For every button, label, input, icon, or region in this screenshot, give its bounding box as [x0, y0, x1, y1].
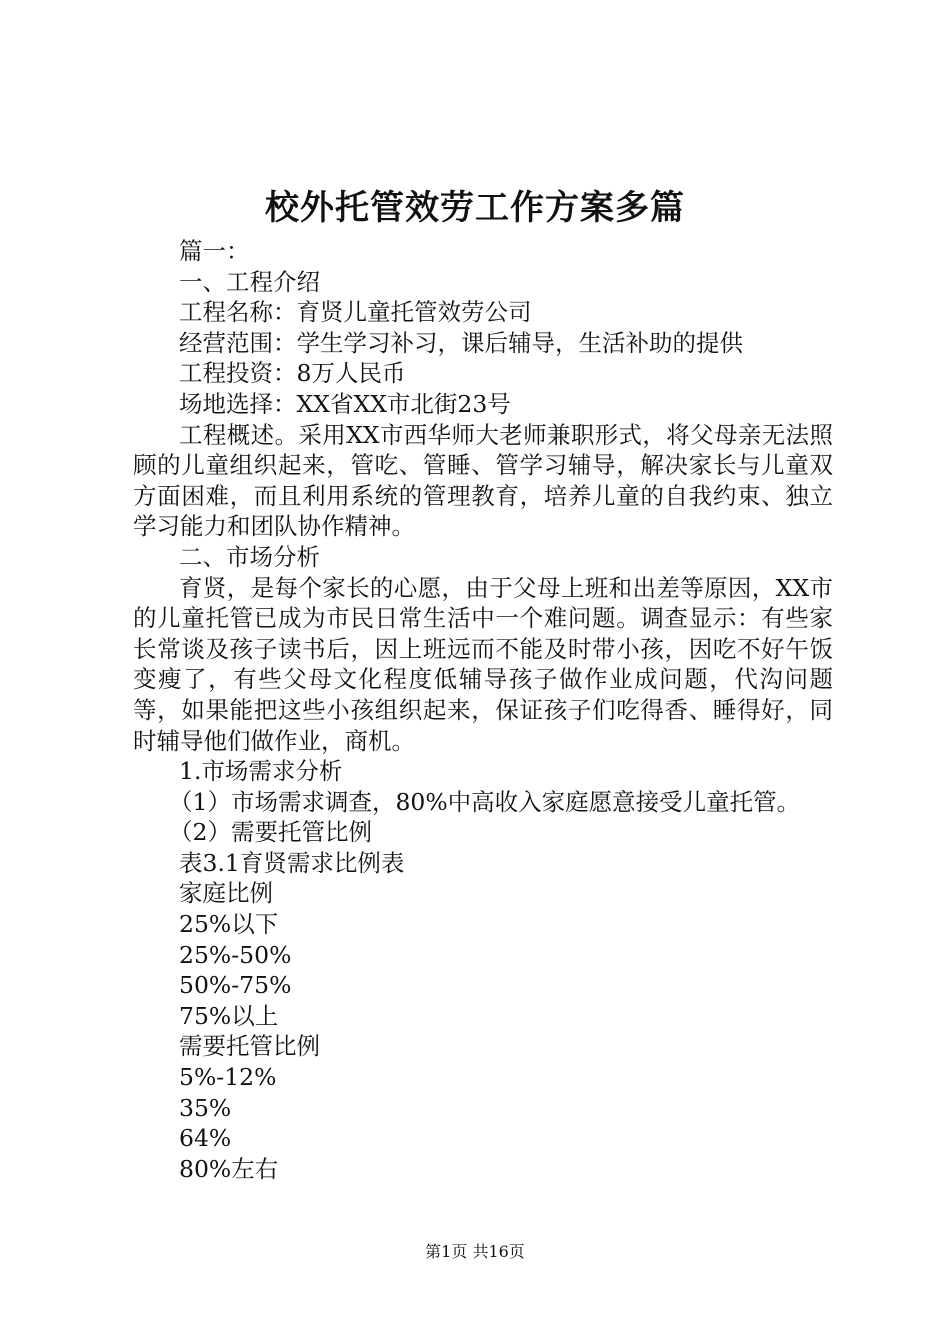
- table-header-family-ratio: 家庭比例: [179, 879, 273, 908]
- document-body: [133, 236, 833, 1184]
- project-investment: 工程投资：8万人民币: [179, 359, 406, 388]
- ratio-heading: （2）需要托管比例: [169, 818, 372, 847]
- document-title: 校外托管效劳工作方案多篇: [265, 188, 685, 228]
- ratio-table: [133, 878, 833, 1184]
- demand-heading: 1.市场需求分析: [179, 757, 343, 786]
- table-caption: 表3.1育贤需求比例表: [179, 848, 405, 877]
- site-selection: 场地选择：XX省XX市北街23号: [179, 389, 511, 418]
- table-cell: 5%-12%: [179, 1063, 277, 1092]
- heading-project-intro: 一、工程介绍: [179, 267, 320, 296]
- project-name: 工程名称：育贤儿童托管效劳公司: [179, 298, 532, 327]
- page-footer: 第1页 共16页: [425, 1242, 525, 1261]
- survey-line: （1）市场需求调查，80%中高收入家庭愿意接受儿童托管。: [169, 787, 801, 816]
- business-scope: 经营范围：学生学习补习，课后辅导，生活补助的提供: [179, 328, 743, 357]
- table-cell: 25%以下: [179, 910, 279, 939]
- market-paragraph: 育贤，是每个家长的心愿，由于父母上班和出差等原因，XX市的儿童托管已成为市民日常生活中一个难问题。调查显示：有些家长常谈及孩子读书后，因上班远而不能及时带小孩，因吃不好午饭变瘦了，有些父母文化程度低辅导孩子做作业成问题，代沟问题等，如果能把这些小孩组织起来，保证孩子们吃得香、睡得好，同时辅导他们做作业，商机。: [133, 573, 833, 755]
- table-cell: 64%: [179, 1124, 232, 1153]
- table-cell: 25%-50%: [179, 940, 292, 969]
- heading-market-analysis: 二、市场分析: [179, 542, 320, 571]
- table-cell: 50%-75%: [179, 971, 292, 1000]
- table-cell: 35%: [179, 1093, 232, 1122]
- project-overview: 工程概述。采用XX市西华师大老师兼职形式，将父母亲无法照顾的儿童组织起来，管吃、管睡、管学习辅导，解决家长与儿童双方面困难，而且利用系统的管理教育，培养儿童的自我约束、独立学习能力和团队协作精神。: [133, 420, 833, 541]
- table-cell: 75%以上: [179, 1001, 279, 1030]
- section-label: 篇一：: [179, 237, 250, 265]
- table-cell: 80%左右: [179, 1154, 279, 1183]
- table-header-care-ratio: 需要托管比例: [179, 1032, 320, 1061]
